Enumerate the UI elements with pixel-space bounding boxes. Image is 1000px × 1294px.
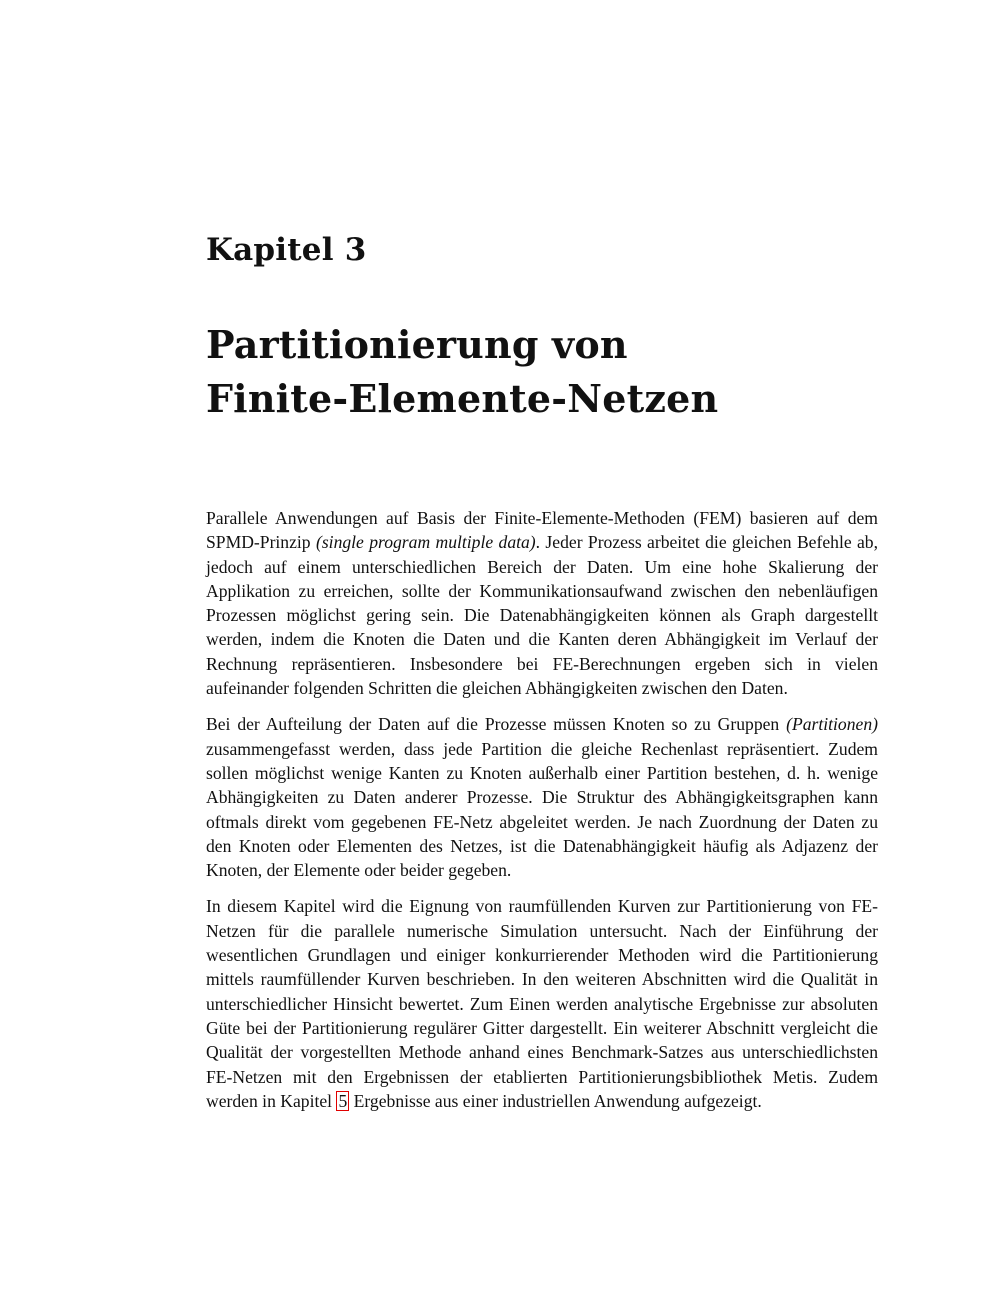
paragraph-1: [206, 506, 878, 700]
paragraph-2-text-a: Bei der Aufteilung der Daten auf die Prozesse müssen Knoten so zu Gruppen: [206, 714, 787, 735]
paragraph-2-emphasis: (Partitionen): [786, 714, 878, 735]
paragraph-3: [206, 894, 878, 1113]
paragraph-1-text-b: . Jeder Prozess arbeitet die gleichen Befehle ab, jedoch auf einem unterschiedlichen Bereich der Daten. Um eine hohe Skalierung der Applikation zu erreichen, sollte der Kommunikationsaufwand zwischen den nebenläufigen Prozessen möglichst gering sein. Die Datenabhängigkeiten können als Graph dargestellt werden, indem die Knoten die Daten und die Kanten deren Abhängigkeit im Verlauf der Rechnung repräsentieren. Insbesondere bei FE-Berechnungen ergeben sich in vielen aufeinander folgenden Schritten die gleichen Abhängigkeiten zwischen den Daten.: [206, 532, 879, 699]
page-content: [206, 230, 878, 1113]
chapter-title-line-1: Partitionierung von: [206, 322, 628, 367]
chapter-title-line-2: Finite-Elemente-Netzen: [206, 376, 719, 421]
paragraph-3-text-a: In diesem Kapitel wird die Eignung von raumfüllenden Kurven zur Partitionierung von FE-Netzen für die parallele numerische Simulation untersucht. Nach der Einführung der wesentlichen Grundlagen und einiger konkurrierender Methoden wird die Partitionierung mittels raumfüllender Kurven beschrieben. In den weiteren Abschnitten wird die Qualität in unterschiedlicher Hinsicht bewertet. Zum Einen werden analytische Ergebnisse zur absoluten Güte bei der Partitionierung regulärer Gitter dargestellt. Ein weiterer Abschnitt vergleicht die Qualität der vorgestellten Methode anhand eines Benchmark-Satzes aus unterschiedlichsten FE-Netzen mit den Ergebnissen der etablierten Partitionierungsbibliothek Metis. Zudem werden in Kapitel: [206, 896, 878, 1111]
paragraph-2-text-b: zusammengefasst werden, dass jede Partition die gleiche Rechenlast repräsentiert. Zudem sollen möglichst wenige Kanten zu Knoten außerhalb einer Partition bestehen, d. h. wenige Abhängigkeiten zu Daten anderer Prozesse. Die Struktur des Abhängigkeitsgraphen kann oftmals direkt vom gegebenen FE-Netz abgeleitet werden. Je nach Zuordnung der Daten zu den Knoten oder Elementen des Netzes, ist die Datenabhängigkeit häufig als Adjazenz der Knoten, der Elemente oder beider gegeben.: [206, 738, 878, 881]
paragraph-1-text-a: Parallele Anwendungen auf Basis der Finite-Elemente-Methoden (FEM) basieren auf dem SPMD-Prinzip: [206, 508, 878, 553]
chapter-body: [206, 506, 878, 1113]
paragraph-2: [206, 712, 878, 882]
chapter-label: Kapitel 3: [206, 232, 367, 268]
paragraph-1-emphasis: (single program multiple data): [315, 532, 536, 553]
chapter-reference-link[interactable]: 5: [338, 1090, 348, 1111]
chapter-title: [206, 318, 878, 426]
paragraph-3-text-b: Ergebnisse aus einer industriellen Anwendung aufgezeigt.: [349, 1090, 762, 1111]
